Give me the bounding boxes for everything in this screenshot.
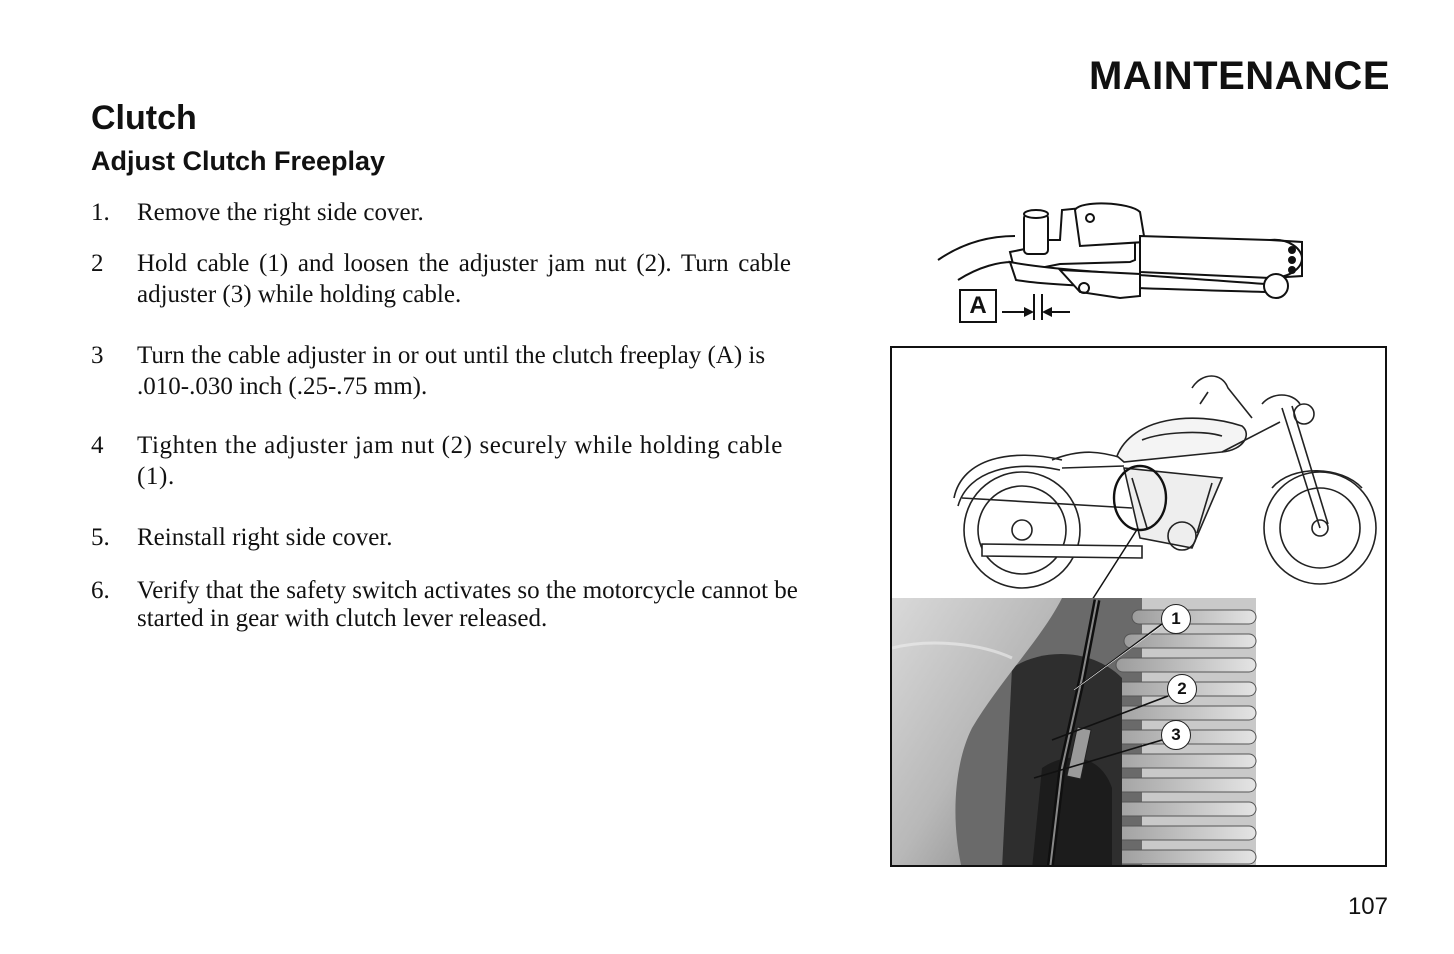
- step-number: 6.: [91, 577, 110, 604]
- callout-2-jam-nut: 2: [1167, 674, 1197, 704]
- motorcycle-figure: [890, 346, 1387, 867]
- step-6: [91, 577, 851, 633]
- step-number: 2: [91, 250, 104, 277]
- callout-1-cable: 1: [1161, 604, 1191, 634]
- step-text: Tighten the adjuster jam nut (2) securely while holding cable (1).: [137, 432, 783, 490]
- step-text: Turn the cable adjuster in or out until the clutch freeplay (A) is .010-.030 inch (.25-.75 mm).: [137, 342, 766, 400]
- step-1: [91, 197, 424, 228]
- step-3: [91, 340, 811, 402]
- callout-3-adjuster: 3: [1161, 720, 1191, 750]
- step-text: Verify that the safety switch activates so the motorcycle cannot be started in gear with clutch lever released.: [137, 577, 798, 632]
- step-number: 3: [91, 342, 104, 369]
- clutch-detail-photo: [892, 598, 1256, 867]
- page-number: 107: [1347, 893, 1388, 920]
- step-text: Hold cable (1) and loosen the adjuster jam nut (2). Turn cable adjuster (3) while holding cable.: [137, 250, 791, 308]
- step-number: 4: [91, 432, 105, 459]
- page-subheading: Adjust Clutch Freeplay: [91, 146, 386, 176]
- step-4: [91, 430, 811, 492]
- step-number: 5.: [91, 524, 110, 551]
- section-title: MAINTENANCE: [1088, 54, 1390, 98]
- step-5: [91, 522, 393, 553]
- page-heading: Clutch: [91, 99, 197, 137]
- motorcycle-drawing: [892, 348, 1387, 867]
- step-text: Reinstall right side cover.: [137, 524, 393, 551]
- freeplay-label-a: A: [959, 289, 997, 323]
- step-number: 1.: [91, 199, 110, 226]
- step-2: [91, 248, 791, 310]
- step-text: Remove the right side cover.: [137, 199, 424, 226]
